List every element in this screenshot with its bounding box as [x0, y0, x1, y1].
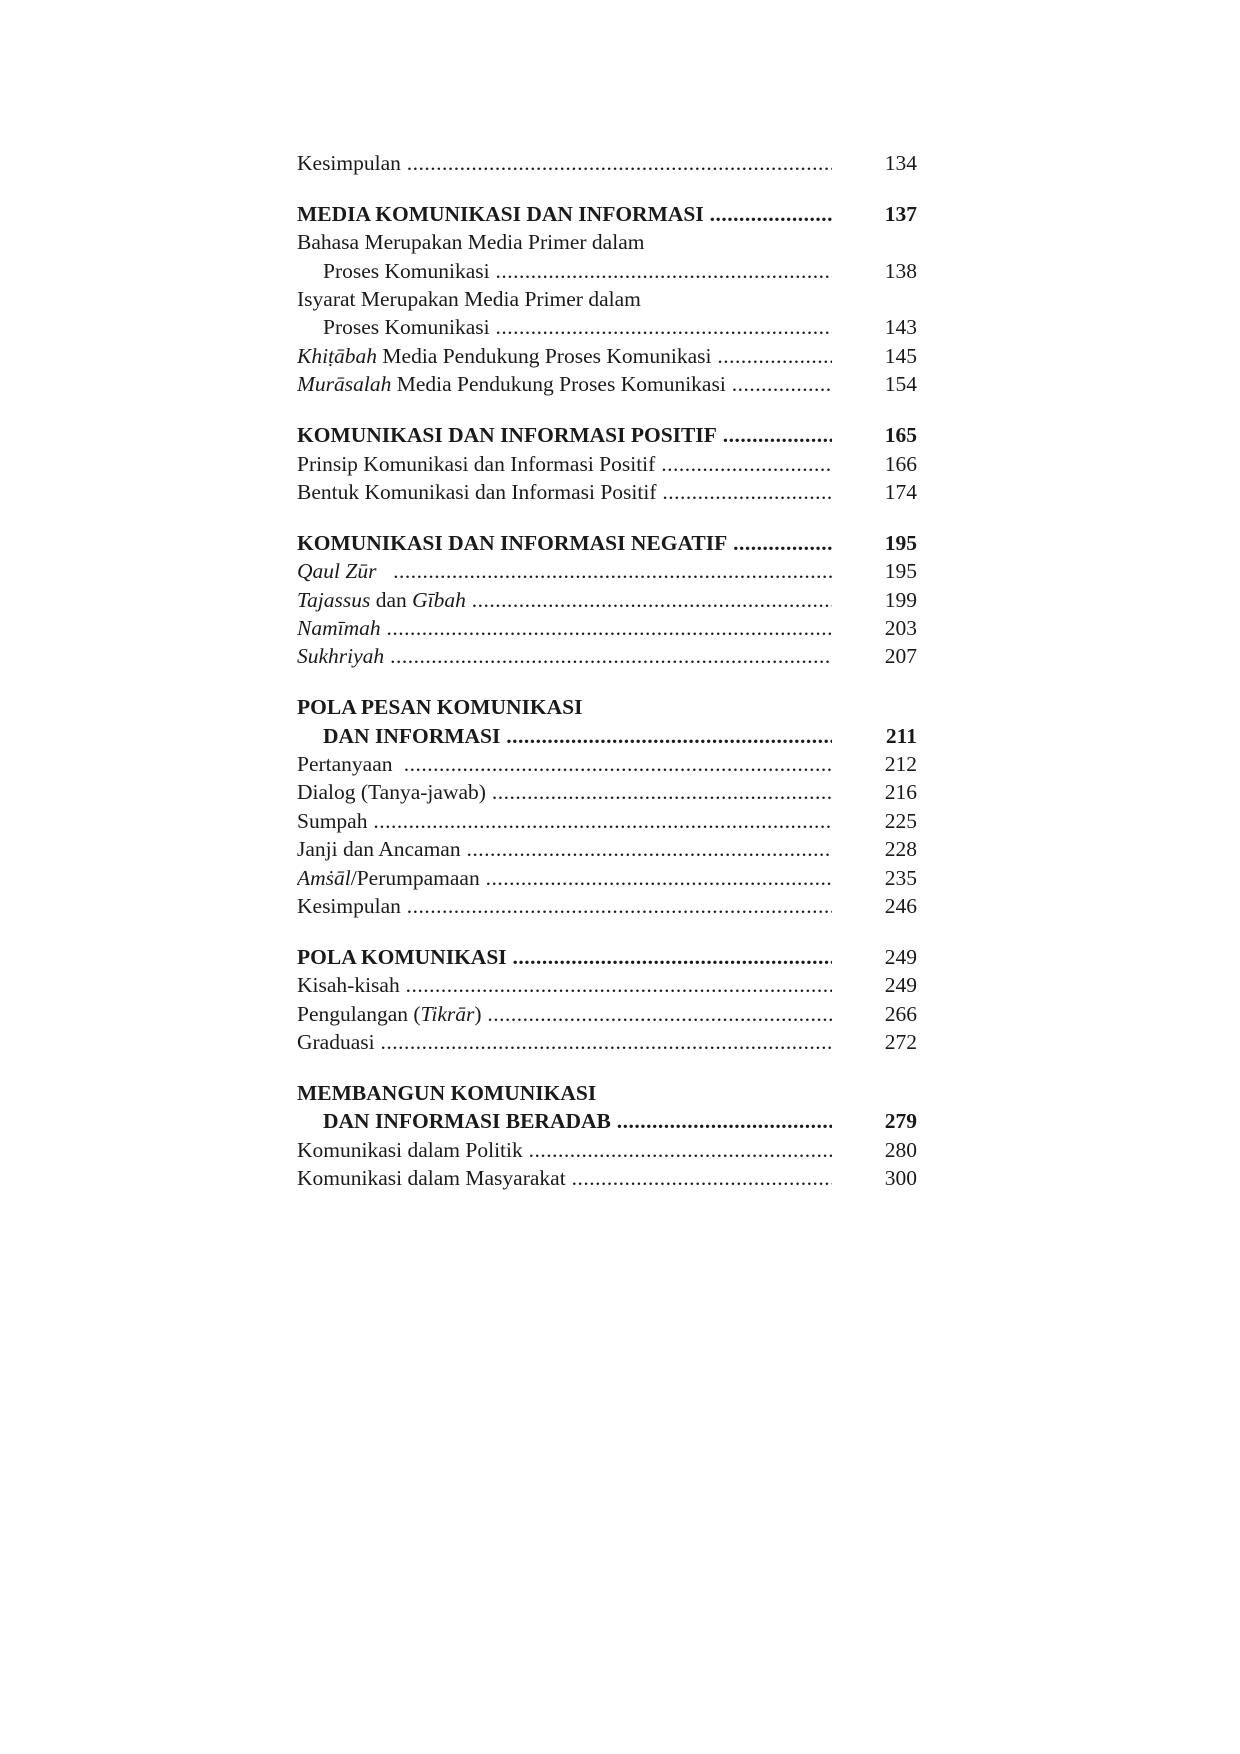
chapter-entry[interactable] — [297, 1107, 917, 1135]
table-of-contents — [297, 149, 917, 1193]
toc-entry[interactable] — [297, 257, 917, 285]
entry-title: Prinsip Komunikasi dan Informasi Positif ..... — [297, 450, 832, 478]
entry-title: Tajassus dan Gībah ..... — [297, 586, 832, 614]
entry-title: Bahasa Merupakan Media Primer dalam — [297, 230, 645, 255]
entry-title: Pengulangan (Tikrār) ..... — [297, 1000, 832, 1028]
page-number: 246 — [857, 892, 917, 920]
page-number: 134 — [857, 149, 917, 177]
entry-title: Janji dan Ancaman ..... — [297, 835, 832, 863]
page-number: 211 — [857, 722, 917, 750]
toc-entry[interactable] — [297, 750, 917, 778]
toc-entry[interactable] — [297, 892, 917, 920]
toc-entry[interactable] — [297, 450, 917, 478]
toc-entry[interactable] — [297, 1000, 917, 1028]
toc-entry[interactable] — [297, 642, 917, 670]
toc-entry[interactable] — [297, 228, 917, 256]
entry-title: MEDIA KOMUNIKASI DAN INFORMASI ..... — [297, 200, 832, 228]
toc-entry[interactable] — [297, 478, 917, 506]
page-number: 212 — [857, 750, 917, 778]
page-number: 154 — [857, 370, 917, 398]
entry-title: Proses Komunikasi ..... — [323, 257, 832, 285]
page-number: 203 — [857, 614, 917, 642]
toc-entry[interactable] — [297, 835, 917, 863]
entry-title: Namīmah ..... — [297, 614, 832, 642]
chapter-entry[interactable] — [297, 529, 917, 557]
entry-title: Komunikasi dalam Politik ..... — [297, 1136, 832, 1164]
entry-title: Isyarat Merupakan Media Primer dalam — [297, 287, 641, 312]
entry-title: POLA KOMUNIKASI ..... — [297, 943, 832, 971]
page-number: 216 — [857, 778, 917, 806]
entry-title: Qaul Zūr ..... — [297, 557, 832, 585]
page-number: 137 — [857, 200, 917, 228]
page-number: 145 — [857, 342, 917, 370]
page-number: 225 — [857, 807, 917, 835]
toc-entry[interactable] — [297, 313, 917, 341]
toc-entry[interactable] — [297, 614, 917, 642]
page-number: 199 — [857, 586, 917, 614]
toc-entry[interactable] — [297, 807, 917, 835]
entry-title: POLA PESAN KOMUNIKASI — [297, 695, 583, 720]
entry-title: Amṡāl/Perumpamaan ..... — [297, 864, 832, 892]
page-number: 195 — [857, 557, 917, 585]
chapter-entry[interactable] — [297, 722, 917, 750]
chapter-entry[interactable] — [297, 943, 917, 971]
page-number: 249 — [857, 971, 917, 999]
entry-title: Bentuk Komunikasi dan Informasi Positif ..... — [297, 478, 832, 506]
toc-entry[interactable] — [297, 285, 917, 313]
page-number: 235 — [857, 864, 917, 892]
page-number: 207 — [857, 642, 917, 670]
page-number: 280 — [857, 1136, 917, 1164]
entry-title: Graduasi ..... — [297, 1028, 832, 1056]
entry-title: KOMUNIKASI DAN INFORMASI POSITIF ..... — [297, 421, 832, 449]
entry-title: Sumpah ..... — [297, 807, 832, 835]
page-number: 249 — [857, 943, 917, 971]
toc-entry[interactable] — [297, 586, 917, 614]
page-number: 138 — [857, 257, 917, 285]
toc-entry[interactable] — [297, 864, 917, 892]
entry-title: Komunikasi dalam Masyarakat ..... — [297, 1164, 832, 1192]
entry-title: Kesimpulan ..... — [297, 892, 832, 920]
toc-entry[interactable] — [297, 557, 917, 585]
entry-title: Khiṭābah Media Pendukung Proses Komunikasi ..... — [297, 342, 832, 370]
page-number: 166 — [857, 450, 917, 478]
page-number: 195 — [857, 529, 917, 557]
chapter-entry[interactable] — [297, 693, 917, 721]
toc-entry[interactable] — [297, 1028, 917, 1056]
page-number: 300 — [857, 1164, 917, 1192]
toc-entry[interactable] — [297, 1136, 917, 1164]
toc-entry[interactable] — [297, 971, 917, 999]
page-number: 228 — [857, 835, 917, 863]
page-number: 143 — [857, 313, 917, 341]
page-number: 279 — [857, 1107, 917, 1135]
entry-title: Murāsalah Media Pendukung Proses Komunikasi ..... — [297, 370, 832, 398]
entry-title: Sukhriyah ..... — [297, 642, 832, 670]
chapter-entry[interactable] — [297, 200, 917, 228]
toc-entry[interactable] — [297, 149, 917, 177]
toc-entry[interactable] — [297, 778, 917, 806]
toc-entry[interactable] — [297, 1164, 917, 1192]
entry-title: Proses Komunikasi ..... — [323, 313, 832, 341]
page-number: 272 — [857, 1028, 917, 1056]
page-number: 266 — [857, 1000, 917, 1028]
toc-entry[interactable] — [297, 342, 917, 370]
entry-title: Kesimpulan ..... — [297, 149, 832, 177]
entry-title: MEMBANGUN KOMUNIKASI — [297, 1080, 597, 1105]
toc-entry[interactable] — [297, 370, 917, 398]
entry-title: Pertanyaan ..... — [297, 750, 832, 778]
entry-title: DAN INFORMASI BERADAB ..... — [323, 1107, 832, 1135]
entry-title: KOMUNIKASI DAN INFORMASI NEGATIF ..... — [297, 529, 832, 557]
chapter-entry[interactable] — [297, 1079, 917, 1107]
page-number: 165 — [857, 421, 917, 449]
entry-title: Dialog (Tanya-jawab) ..... — [297, 778, 832, 806]
entry-title: Kisah-kisah ..... — [297, 971, 832, 999]
page-number: 174 — [857, 478, 917, 506]
chapter-entry[interactable] — [297, 421, 917, 449]
entry-title: DAN INFORMASI ..... — [323, 722, 832, 750]
